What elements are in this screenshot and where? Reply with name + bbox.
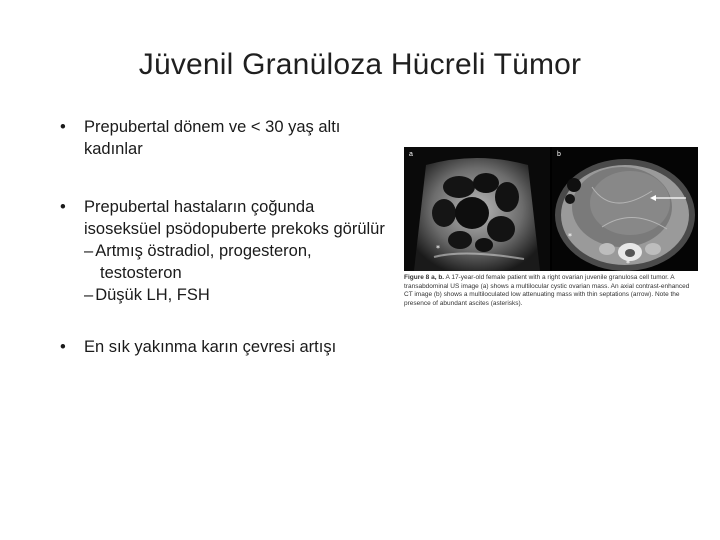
caption-text: A 17-year-old female patient with a right ovarian juvenile granulosa cell tumor. A transabdominal US image (a) shows a multilocular cystic ovarian mass. An axial contrast-enhanced CT image (b) shows a multiloculated low attenuating mass with thin septations (arrow). Note the presence of abundant ascites (asterisks). <box>404 274 690 307</box>
sub-bullet-text: Düşük LH, FSH <box>95 286 210 304</box>
sub-bullet-item-1 <box>60 240 390 284</box>
bullet-dot: • <box>60 338 66 356</box>
sub-bullet-dash: – <box>84 286 94 304</box>
figure-caption <box>404 274 694 308</box>
bullet-dot: • <box>60 118 66 136</box>
bullet-text: Prepubertal hastaların çoğunda isoseksüel psödopuberte prekoks görülür <box>84 198 385 238</box>
ultrasound-image <box>404 147 550 271</box>
caption-lead: Figure 8 a, b. <box>404 274 445 281</box>
slide-title: Jüvenil Granüloza Hücreli Tümor <box>138 48 582 81</box>
svg-text:*: * <box>436 244 440 253</box>
bullet-item-2 <box>60 196 390 240</box>
bullet-item-3 <box>60 336 390 358</box>
panel-b-label: b <box>557 151 561 158</box>
sub-bullet-dash: – <box>84 242 94 260</box>
bullet-dot: • <box>60 198 66 216</box>
svg-text:*: * <box>626 259 630 268</box>
ultrasound-graphic <box>404 147 550 271</box>
medical-figure <box>404 147 698 271</box>
ct-graphic <box>552 147 698 271</box>
bullet-list <box>60 116 390 358</box>
sub-bullet-text: Artmış östradiol, progesteron, testosteron <box>95 242 312 282</box>
bullet-text: En sık yakınma karın çevresi artışı <box>84 338 337 356</box>
bullet-item-1 <box>60 116 390 160</box>
ct-image <box>552 147 698 271</box>
sub-bullet-item-2 <box>60 284 390 306</box>
bullet-text: Prepubertal dönem ve < 30 yaş altı kadınlar <box>84 118 341 158</box>
panel-a-label: a <box>409 151 413 158</box>
svg-text:*: * <box>568 232 572 241</box>
